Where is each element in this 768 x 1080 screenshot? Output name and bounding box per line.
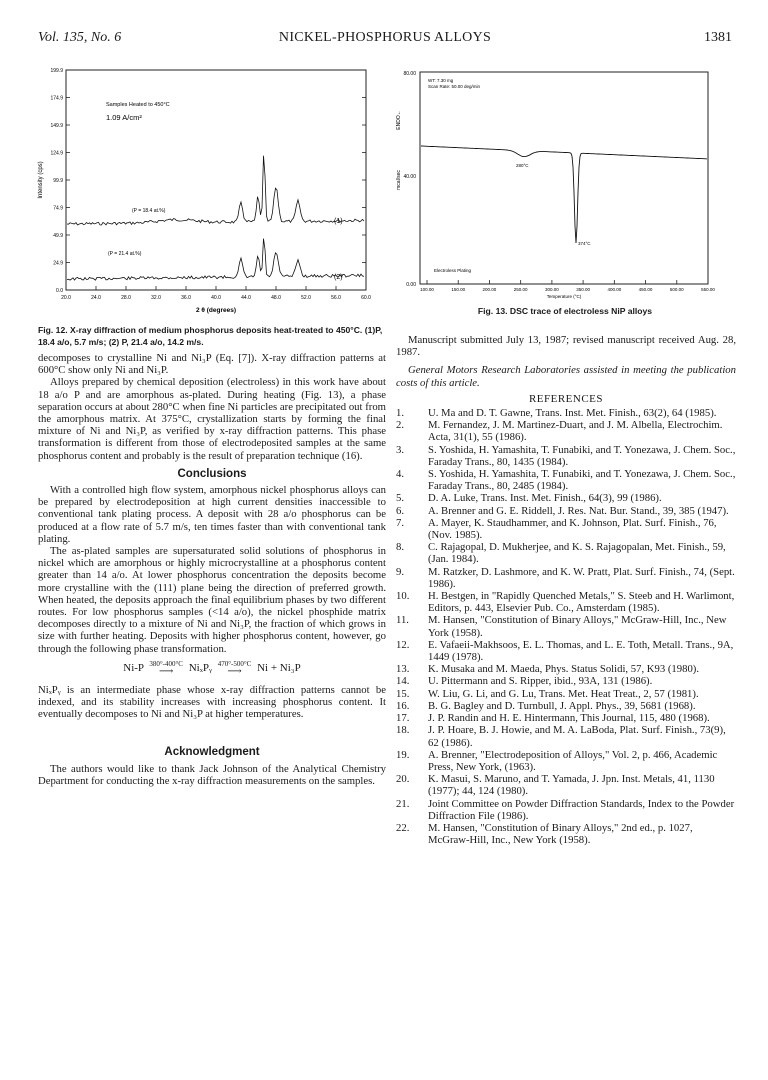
xrd-curve-2 [67,239,364,281]
scanrate-info: Scan Rate: 50.00 deg/min [428,84,481,89]
label-p2: (P = 21.4 at.%) [108,251,142,257]
endo-label: ENDO← [396,110,402,130]
xrd-plot [36,60,386,320]
reference-item: 12. E. Vafaeii-Makhsoos, E. L. Thomas, and L. E. Toth, Metall. Trans., 9A, 1449 (1978). [396,638,734,664]
curve-label: Electroless Plating [434,268,472,273]
x-tick-label: 40.0 [211,295,221,301]
figure-12-caption: Fig. 12. X-ray diffraction of medium phosphorus deposits heat-treated to 450°C. (1)P, 18.4 a/o, 5.7 m/s; (2) P, 21.4 a/o, 14.2 m/s. [38,325,383,347]
xrd-curve-1 [67,156,364,225]
paragraph: The as-plated samples are supersaturated solid solutions of phosphorus in nickel which are amorphous or highly microcrystalline at a phosphorus content greater than 14 a/o. At lower phosphorus concentration the deposits become more crystalline with the (111) plane being the direction of preferred growth. When heated, the deposits approach the final equilibrium phases by two different routes. For low phosphorus samples (<14 a/o), the nickel phosphide matrix decomposes directly to a mixture of Ni and Ni₃P, the fraction of which grows in size with further heating. Deposits with higher phosphorus content, however, go through the following phase transformation. [38,545,386,655]
x-tick-label: 150.00 [451,287,466,292]
left-column [38,352,386,787]
paragraph: Alloys prepared by chemical deposition (electroless) in this work have about 18 a/o P and are amorphous as-plated. During heating (Fig. 13), a phase separation occurs at about 280°C when fine Ni particles are precipitated out from the amorphous matrix. At 375°C, crystallization starts by forming the final mixture of Ni and Ni₃P, as verified by x-ray diffraction patterns. This phase transformation is different from those of electrodeposited samples at the same phosphorus content and probably is the result of preparation technique (16). [38,376,386,462]
peak-280: 280°C [516,163,529,168]
x-tick-label: 24.0 [91,295,101,301]
y-tick-label: 174.9 [50,95,63,102]
x-ticks [61,286,371,301]
weight-info: WT: 7.30 mg [428,78,454,83]
reference-item: 6. A. Brenner and G. E. Riddell, J. Res. Nat. Bur. Stand., 39, 385 (1947). [396,504,729,517]
reference-item: 22. M. Hansen, "Constitution of Binary Alloys," 2nd ed., p. 1027, McGraw-Hill, Inc., New York (1958). [396,821,693,847]
paragraph: The authors would like to thank Jack Johnson of the Analytical Chemistry Department for conducting the x-ray diffraction measurements on the samples. [38,762,386,787]
mcal-label: mcal/sec [396,170,402,190]
reference-item: 2. M. Fernandez, J. M. Martinez-Duart, and J. M. Albella, Electrochim. Acta, 31(1), 55 (1986). [396,419,723,444]
reference-item: 1. U. Ma and D. T. Gawne, Trans. Inst. Met. Finish., 63(2), 64 (1985). [396,407,717,420]
y-mid: 40.00 [403,174,416,180]
reaction-equation: Ni-P 380°-400°C ⟶ NiₓPᵧ 470°-500°C ⟶ Ni + Ni₃P [123,659,301,677]
dsc-plot [392,60,738,302]
reference-item: 17. J. P. Randin and H. E. Hintermann, This Journal, 115, 480 (1968). [396,712,710,725]
x-tick-label: 350.00 [576,287,590,292]
x-tick-label: 500.00 [669,287,684,292]
manuscript-dates: Manuscript submitted July 13, 1987; revised manuscript received Aug. 28, 1987. [396,334,736,359]
x-tick-label: 52.0 [301,295,311,301]
reference-item: 21. Joint Committee on Powder Diffraction Standards, Index to the Powder Diffraction File (1986). [396,797,735,822]
x-tick-label: 250.00 [513,287,528,292]
curve-2-label: (2) [334,274,343,281]
label-p1: (P = 18.4 at.%) [132,208,166,214]
y-tick-label: 99.9 [53,178,63,184]
annotation-current: 1.09 A/cm² [106,113,142,122]
references-heading: REFERENCES [528,392,604,405]
reference-item: 14. U. Pittermann and S. Ripper, ibid., 93A, 131 (1986). [396,675,653,688]
curve-1-label: (1) [334,218,343,225]
reference-item: 8. C. Rajagopal, D. Mukherjee, and K. S. Rajagopalan, Met. Finish., 59, (Jan. 1984). [396,541,726,566]
figure-12 [36,60,386,320]
x-tick-label: 20.0 [61,295,71,301]
peak-374: 374°C [578,241,591,246]
paragraph: decomposes to crystalline Ni and Ni₃P (Eq. [7]). X-ray diffraction patterns at 600°C show only Ni and Ni₃P. [38,352,386,377]
x-tick-label: 28.0 [121,295,131,301]
reference-item: 18. J. P. Hoare, B. J. Howie, and M. A. LaBoda, Plat. Surf. Finish., 73(9), 62 (1986). [396,724,726,749]
x-tick-label: 450.00 [638,287,653,292]
paragraph: With a controlled high flow system, amorphous nickel phosphorus alloys can be prepared by electrodeposition at high current densities inaccessible to conventional tank plating process. A deposit with 28 a/o phosphorus can be produced at a flow rate of 5.7 m/s, ten times faster than with conventional tank plating. [38,484,386,545]
x-tick-label: 44.0 [241,295,251,301]
reference-item: 9. M. Ratzker, D. Lashmore, and K. W. Pratt, Plat. Surf. Finish., 74, (Sept. 1986). [396,565,735,590]
x-tick-label: 300.00 [545,287,559,292]
paragraph: NiₓPᵧ is an intermediate phase whose x-ray diffraction patterns cannot be indexed, and its stability increases with increasing phosphorus content. It eventually decomposes to Ni and Ni₃P at higher temperatures. [38,683,386,721]
reference-item: 10. H. Bestgen, in "Rapidly Quenched Metals," S. Steeb and H. Warlimont, Editors, p. 443, Elsevier Pub. Co., Amsterdam (1985). [396,590,735,615]
reference-item: 4. S. Yoshida, H. Yamashita, T. Funabiki, and T. Yonezawa, J. Chem. Soc., Faraday Trans., 80, 2485 (1984). [396,468,736,493]
x-tick-label: 100.00 [420,287,434,292]
reference-item: 16. B. G. Bagley and D. Turnbull, J. Appl. Phys., 39, 5681 (1968). [396,699,696,712]
y-tick-label: 74.9 [53,205,63,212]
publication-note: General Motors Research Laboratories assisted in meeting the publication costs of this article. [396,364,736,389]
y-tick-label: 0.0 [56,288,63,294]
y-top: 80.00 [403,71,416,77]
x-tick-label: 32.0 [151,295,161,301]
y-bottom: 0.00 [406,282,416,288]
reference-item: 13. K. Musaka and M. Maeda, Phys. Status Solidi, 57, K93 (1980). [396,663,700,676]
y-tick-label: 124.9 [50,150,63,157]
x-axis-label: Temperature (°C) [546,294,582,299]
plot-frame [420,72,708,284]
reference-item: 5. D. A. Luke, Trans. Inst. Met. Finish., 64(3), 99 (1986). [396,492,662,505]
section-heading-conclusions: Conclusions [177,467,247,480]
figure-13 [392,60,738,302]
y-tick-label: 49.9 [53,233,63,239]
right-column [396,334,736,846]
section-heading-acknowledgment: Acknowledgment [164,746,260,759]
x-tick-label: 56.0 [331,295,341,301]
x-tick-label: 200.00 [482,287,497,292]
reference-item: 15. W. Liu, G. Li, and G. Lu, Trans. Met. Heat Treat., 2, 57 (1981). [396,687,699,700]
running-header [38,30,732,48]
x-tick-label: 400.00 [607,287,622,292]
y-axis-label: Intensity (cps) [38,161,44,199]
reference-item: 20. K. Masui, S. Maruno, and T. Yamada, J. Jpn. Inst. Metals, 41, 1130 (1977); 44, 124 (1980). [396,773,715,798]
page-number: 1381 [704,30,732,45]
x-tick-label: 550.00 [701,287,715,292]
x-tick-label: 48.0 [271,295,281,301]
volume-issue: Vol. 135, No. 6 [38,30,122,45]
x-tick-label: 36.0 [181,295,191,301]
dsc-curve [421,146,707,243]
annotation-heated: Samples Heated to 450°C [106,102,170,108]
y-tick-label: 24.9 [53,260,63,267]
y-tick-label: 149.9 [50,123,63,129]
reference-item: 3. S. Yoshida, H. Yamashita, T. Funabiki, and T. Yonezawa, J. Chem. Soc., Faraday Trans., 80, 1435 (1984). [396,443,736,468]
figure-13-caption: Fig. 13. DSC trace of electroless NiP alloys [477,306,653,316]
reference-list [396,407,736,846]
y-ticks [50,68,366,294]
x-tick-label: 60.0 [361,295,371,301]
reference-item: 7. A. Mayer, K. Staudhammer, and K. Johnson, Plat. Surf. Finish., 76, (Nov. 1985). [396,516,717,542]
running-title: NICKEL-PHOSPHORUS ALLOYS [278,30,492,45]
x-ticks [420,280,715,292]
reference-item: 11. M. Hansen, "Constitution of Binary Alloys," McGraw-Hill, Inc., New York (1958). [396,614,727,639]
x-axis-label: 2 θ (degrees) [196,307,236,314]
y-tick-label: 199.9 [50,68,63,74]
reference-item: 19. A. Brenner, "Electrodeposition of Alloys," Vol. 2, p. 466, Academic Press, New York, (1963). [396,748,718,773]
